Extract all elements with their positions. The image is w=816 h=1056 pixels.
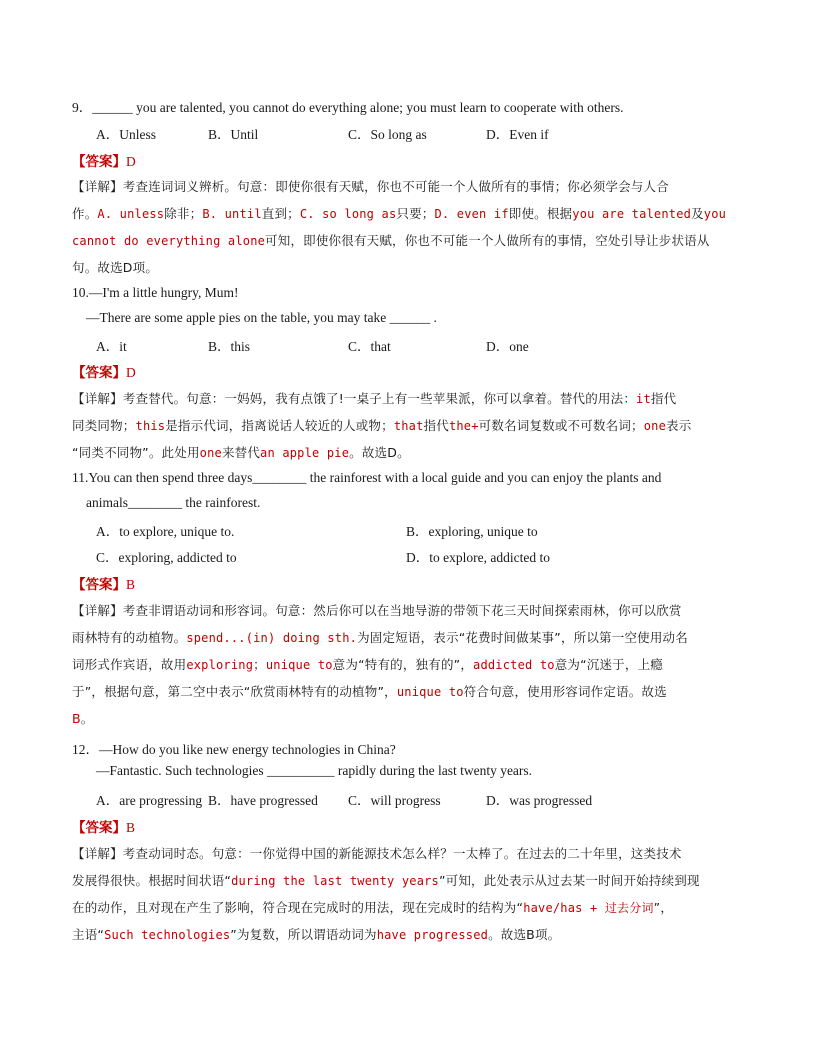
q9-answer: 【答案】D xyxy=(72,154,136,170)
question-10-stem-1: 10.—I'm a little hungry, Mum! xyxy=(72,285,239,300)
question-11-stem-2: animals________ the rainforest. xyxy=(86,495,261,510)
q10-option-c: C．that xyxy=(348,339,391,354)
question-9-stem: 9．______ you are talented, you cannot do everything alone; you must learn to cooperate with others. xyxy=(72,100,624,115)
q9-explanation-line-2: 作。A. unless除非；B. until直到；C. so long as只要；D. even if即使。根据you are talented及you xyxy=(72,206,727,221)
q11-explanation-line-3: 词形式作宾语，故用exploring；unique to意为“特有的，独有的”，addicted to意为“沉迷于，上瘾 xyxy=(72,657,663,672)
question-10-stem-2: —There are some apple pies on the table, you may take ______ . xyxy=(86,310,437,325)
q11-option-a: A．to explore, unique to. xyxy=(96,524,235,539)
q11-explanation-line-1: 【详解】考查非谓语动词和形容词。句意：然后你可以在当地导游的带领下花三天时间探索雨林，你可以欣赏 xyxy=(72,603,682,618)
q12-explanation-line-1: 【详解】考查动词时态。句意：一你觉得中国的新能源技术怎么样？一太棒了。在过去的二十年里，这类技术 xyxy=(72,846,682,861)
q9-option-c: C．So long as xyxy=(348,127,427,142)
q9-option-d: D．Even if xyxy=(486,127,549,142)
q12-explanation-line-4: 主语“Such technologies”为复数，所以谓语动词为have progressed。故选B项。 xyxy=(72,927,561,942)
q10-answer: 【答案】D xyxy=(72,365,136,381)
q12-option-d: D．was progressed xyxy=(486,793,593,808)
question-12-stem-1: 12．—How do you like new energy technologies in China? xyxy=(72,742,396,757)
q9-explanation-line-1: 【详解】考查连词词义辨析。句意：即使你很有天赋，你也不可能一个人做所有的事情；你必须学会与人合 xyxy=(72,179,669,194)
q10-explanation-line-1: 【详解】考查替代。句意：一妈妈，我有点饿了!一桌子上有一些苹果派，你可以拿着。替代的用法：it指代 xyxy=(72,391,677,406)
q12-explanation-line-2: 发展得很快。根据时间状语“during the last twenty years”可知，此处表示从过去某一时间开始持续到现 xyxy=(72,873,700,888)
q9-explanation-line-4: 句。故选D项。 xyxy=(72,260,159,275)
q11-option-c: C．exploring, addicted to xyxy=(96,550,237,565)
q11-option-d: D．to explore, addicted to xyxy=(406,550,550,565)
q12-option-a: A．are progressing xyxy=(96,793,203,808)
q12-answer: 【答案】B xyxy=(72,820,136,836)
q11-answer: 【答案】B xyxy=(72,577,136,593)
q12-explanation-line-3: 在的动作，且对现在产生了影响，符合现在完成时的用法，现在完成时的结构为“have/has + 过去分词”， xyxy=(72,900,674,915)
q12-option-b: B．have progressed xyxy=(208,793,318,808)
q11-explanation-line-2: 雨林特有的动植物。spend...(in) doing sth.为固定短语，表示“花费时间做某事”，所以第一空使用动名 xyxy=(72,630,688,645)
q11-option-b: B．exploring, unique to xyxy=(406,524,538,539)
question-12-stem-2: —Fantastic. Such technologies __________ rapidly during the last twenty years. xyxy=(96,763,533,778)
q10-option-d: D．one xyxy=(486,339,529,354)
q12-option-c: C．will progress xyxy=(348,793,441,808)
q9-explanation-line-3: cannot do everything alone可知，即使你很有天赋，你也不可能一个人做所有的事情，空处引导让步状语从 xyxy=(72,233,710,248)
q10-explanation-line-3: “同类不同物”。此处用one来替代an apple pie。故选D。 xyxy=(72,445,410,460)
q9-option-b: B．Until xyxy=(208,127,259,142)
q11-explanation-line-4: 于”，根据句意，第二空中表示“欣赏雨林特有的动植物”，unique to符合句意，使用形容词作定语。故选 xyxy=(72,684,667,699)
q10-option-a: A．it xyxy=(96,339,127,354)
question-11-stem-1: 11.You can then spend three days________ the rainforest with a local guide and you can enjoy the plants and xyxy=(72,470,662,485)
q10-explanation-line-2: 同类同物；this是指示代词，指离说话人较近的人或物；that指代the+可数名词复数或不可数名词；one表示 xyxy=(72,418,692,433)
q11-explanation-line-5: B。 xyxy=(72,711,94,726)
q9-option-a: A．Unless xyxy=(96,127,156,142)
q10-option-b: B．this xyxy=(208,339,251,354)
